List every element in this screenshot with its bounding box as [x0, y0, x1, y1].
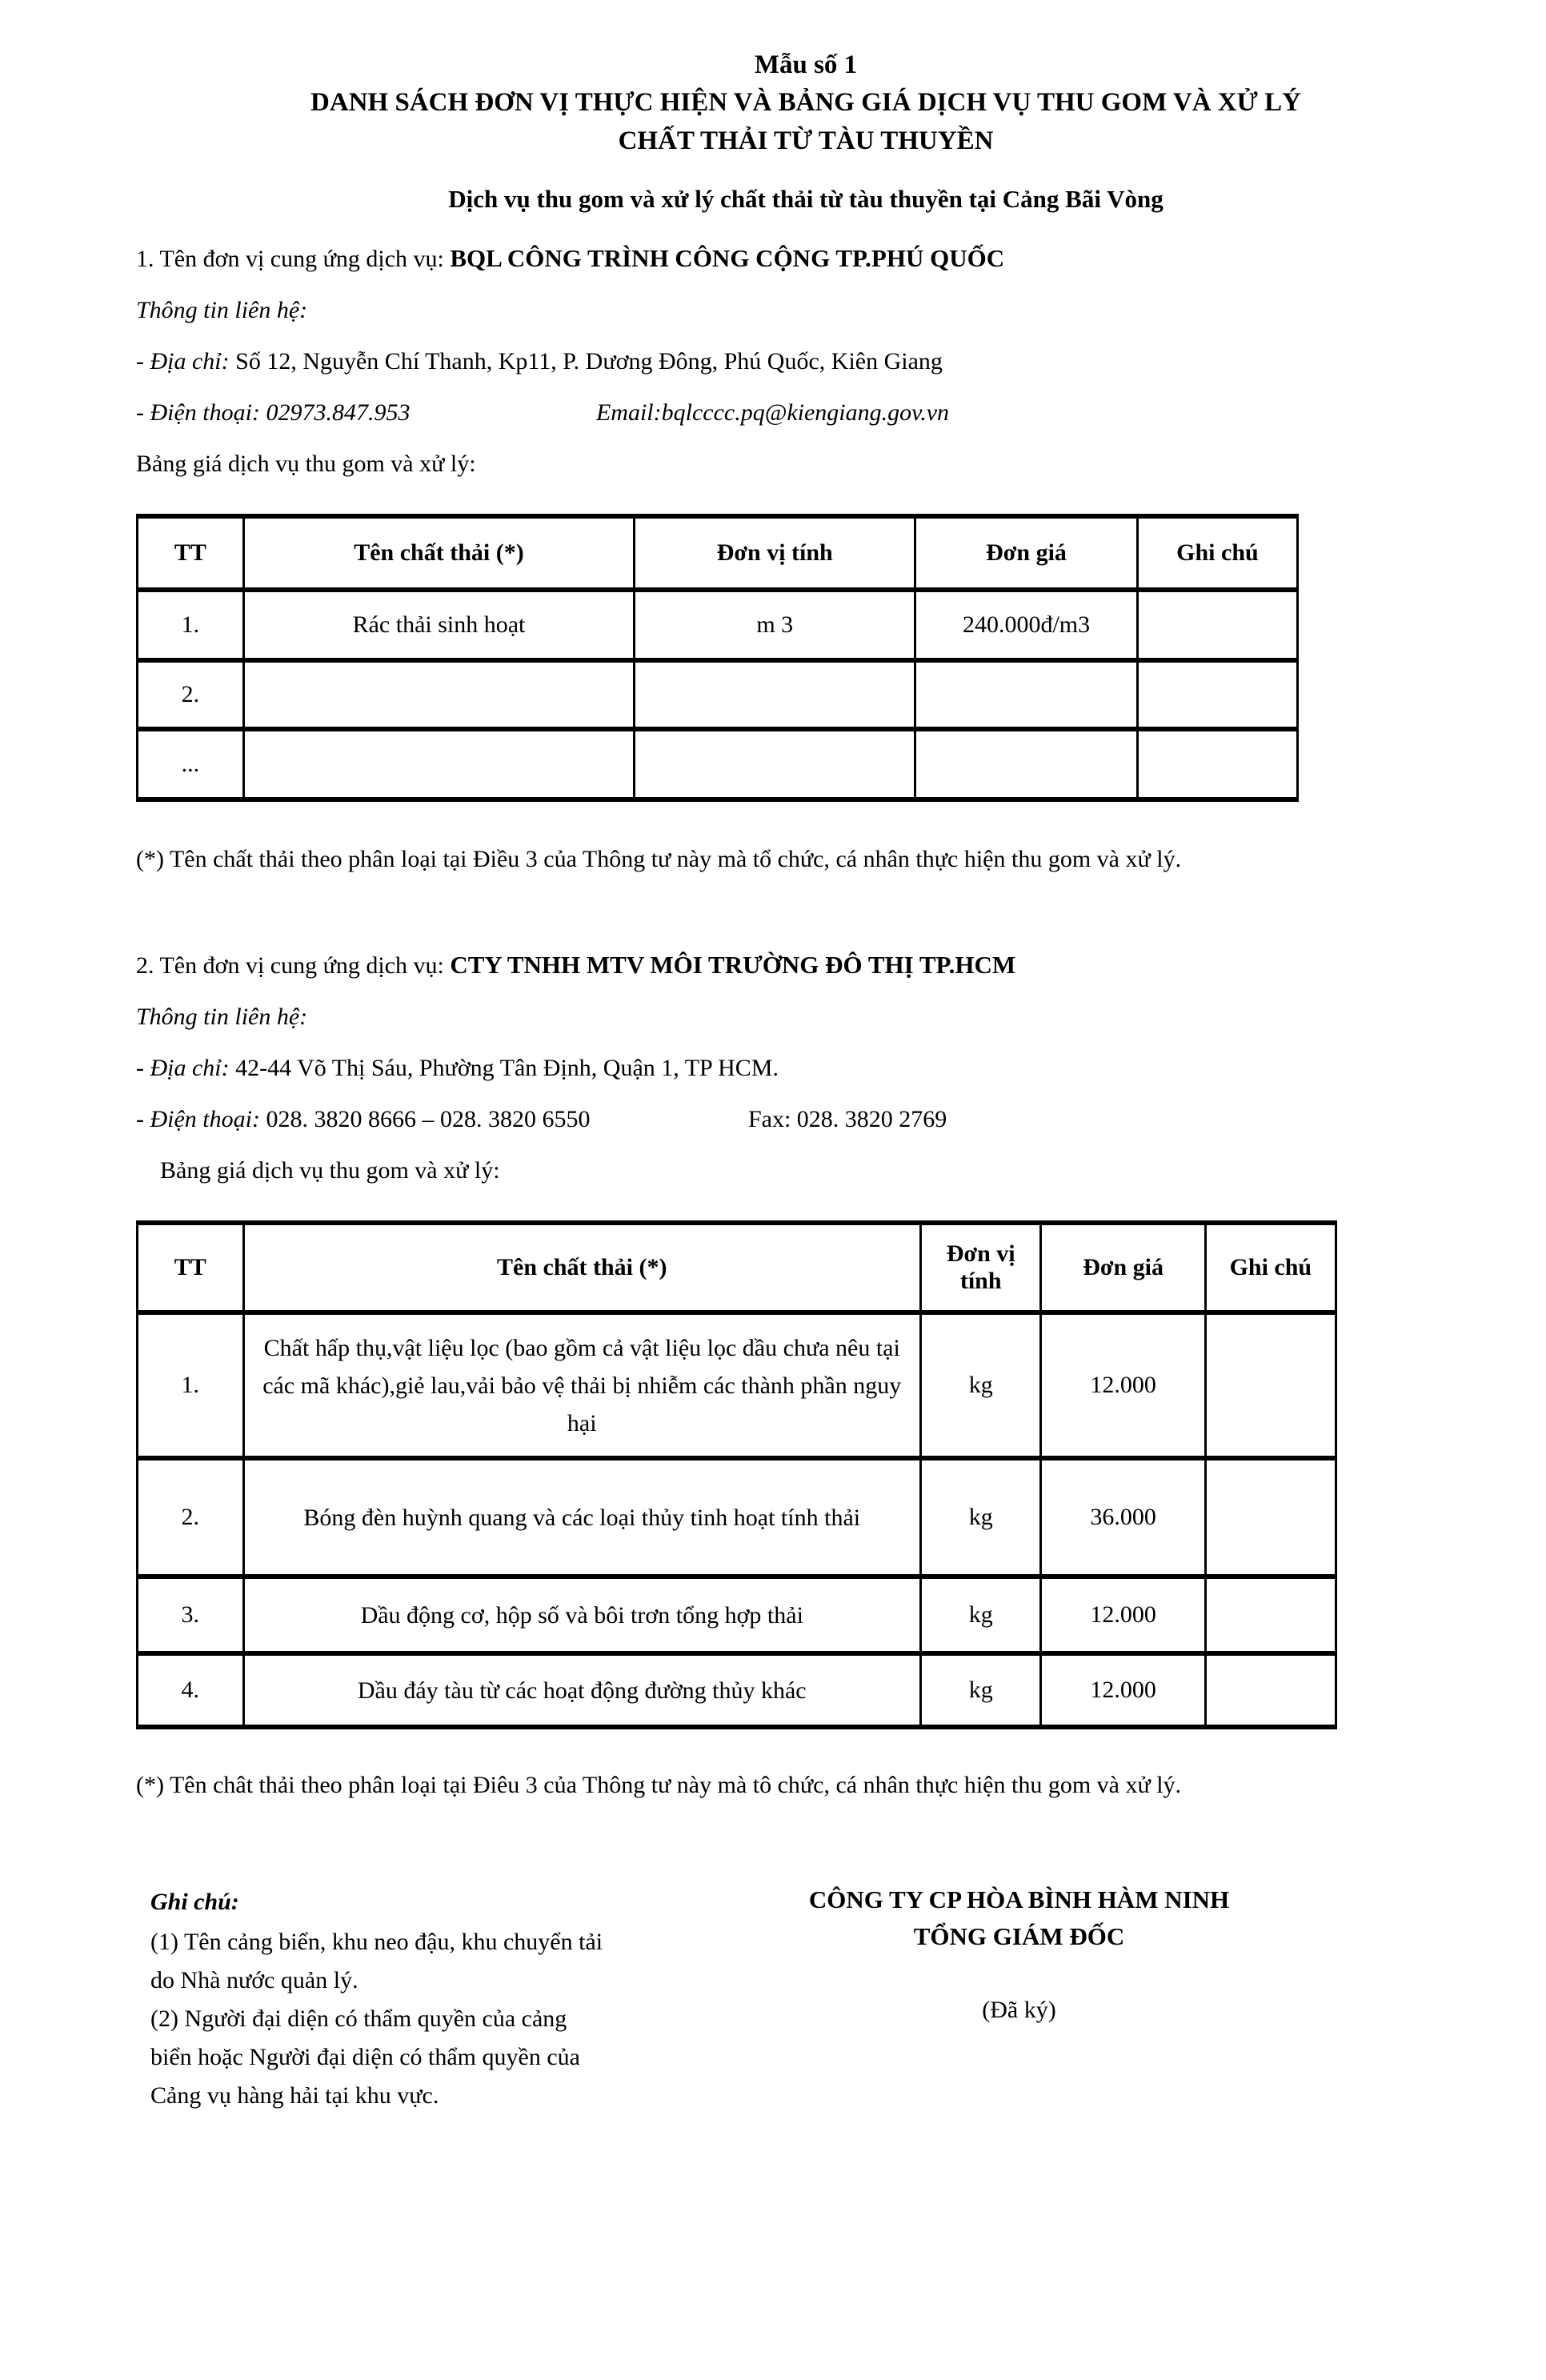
provider-1-address-label: - Địa chỉ:: [136, 348, 230, 375]
signature-company: CÔNG TY CP HÒA BÌNH HÀM NINH: [808, 1885, 1230, 1913]
document-subtitle: Dịch vụ thu gom và xử lý chất thải từ tàu thuyền tại Cảng Bãi Vòng: [448, 185, 1164, 213]
column-header-note: Ghi chú: [1137, 516, 1297, 590]
table-cell: [1137, 660, 1297, 729]
table-cell: Dầu động cơ, hộp số và bôi trơn tổng hợp thải: [243, 1577, 920, 1653]
provider-1-footnote: (*) Tên chất thải theo phân loại tại Điều 3 của Thông tư này mà tổ chức, cá nhân thực hiện thu gom và xử lý.: [136, 846, 1182, 872]
table-cell: [635, 660, 915, 729]
table-cell: kg: [920, 1312, 1041, 1458]
table-cell: 3.: [138, 1577, 244, 1653]
provider-2-address-line: [136, 1043, 1476, 1094]
table-row: [138, 1312, 1336, 1458]
table-cell: Rác thải sinh hoạt: [243, 590, 635, 660]
provider-1-phone-line: [136, 387, 1476, 439]
table-cell: m 3: [635, 590, 915, 660]
provider-1-name: BQL CÔNG TRÌNH CÔNG CỘNG TP.PHÚ QUỐC: [450, 244, 1005, 272]
document-title-line1: DANH SÁCH ĐƠN VỊ THỰC HIỆN VÀ BẢNG GIÁ DỊCH VỤ THU GOM VÀ XỬ LÝ: [310, 88, 1301, 117]
table-cell: [1205, 1653, 1336, 1727]
column-header-price: Đơn giá: [1041, 1223, 1205, 1312]
provider-1-phone-label: - Điện thoại:: [136, 399, 260, 426]
provider-2-fax: Fax: 028. 3820 2769: [747, 1106, 947, 1132]
table-cell: [1205, 1577, 1336, 1653]
table-cell: kg: [920, 1653, 1041, 1727]
provider-1-email: Email:bqlcccc.pq@kiengiang.gov.vn: [595, 399, 950, 426]
table-cell: Dầu đáy tàu từ các hoạt động đường thủy khác: [243, 1653, 920, 1727]
provider-1-section: [136, 233, 1476, 883]
table-row: [138, 729, 1298, 799]
signature-column: [611, 1881, 1476, 2115]
table-row: [138, 1577, 1336, 1653]
footer-section: [136, 1881, 1476, 2115]
table-cell: [1205, 1458, 1336, 1577]
provider-2-phone-line: [136, 1094, 1476, 1145]
table-cell: [1137, 590, 1297, 660]
provider-1-label-line: [136, 233, 1476, 285]
provider-2-label: 2. Tên đơn vị cung ứng dịch vụ:: [136, 952, 444, 979]
provider-1-contact-heading: Thông tin liên hệ:: [136, 297, 308, 323]
column-header-waste-name: Tên chất thải (*): [243, 516, 635, 590]
table-cell: 2.: [138, 1458, 244, 1577]
column-header-note: Ghi chú: [1205, 1223, 1336, 1312]
provider-2-label-line: [136, 940, 1476, 992]
column-header-waste-name: Tên chất thải (*): [243, 1223, 920, 1312]
form-number: Mẫu số 1: [754, 50, 858, 79]
table-cell: 2.: [138, 660, 244, 729]
provider-1-phone: 02973.847.953: [266, 399, 411, 426]
table-cell: Bóng đèn huỳnh quang và các loại thủy tinh hoạt tính thải: [243, 1458, 920, 1577]
table-cell: 240.000đ/m3: [915, 590, 1138, 660]
provider-2-phone-label: - Điện thoại:: [136, 1106, 260, 1132]
table-cell: 36.000: [1041, 1458, 1205, 1577]
signature-signed: (Đã ký): [982, 1997, 1056, 2023]
column-header-price: Đơn giá: [915, 516, 1138, 590]
table-cell: [1137, 729, 1297, 799]
note-1: (1) Tên cảng biển, khu neo đậu, khu chuyển tải do Nhà nước quản lý.: [150, 1929, 603, 1993]
table-cell: [1205, 1312, 1336, 1458]
provider-2-phone: 028. 3820 8666 – 028. 3820 6550: [266, 1106, 591, 1132]
provider-2-section: [136, 940, 1476, 1809]
table-cell: ...: [138, 729, 244, 799]
table-cell: [243, 660, 635, 729]
table-row: [138, 590, 1298, 660]
table-row: [138, 1458, 1336, 1577]
provider-1-address-line: [136, 336, 1476, 387]
table-cell: [915, 660, 1138, 729]
price-table-1: [136, 514, 1299, 802]
document-title-line2: CHẤT THẢI TỪ TÀU THUYỀN: [618, 126, 994, 155]
provider-2-contact-heading: Thông tin liên hệ:: [136, 1004, 308, 1030]
column-header-tt: TT: [138, 516, 244, 590]
table-row: [138, 660, 1298, 729]
provider-1-address: Số 12, Nguyễn Chí Thanh, Kp11, P. Dương Đông, Phú Quốc, Kiên Giang: [235, 348, 943, 375]
provider-2-price-heading: Bảng giá dịch vụ thu gom và xử lý:: [160, 1157, 500, 1184]
provider-2-address-label: - Địa chỉ:: [136, 1055, 230, 1081]
table-cell: 1.: [138, 1312, 244, 1458]
signature-title: TỔNG GIÁM ĐỐC: [913, 1922, 1125, 1950]
column-header-unit: Đơn vị tính: [635, 516, 915, 590]
table-cell: 1.: [138, 590, 244, 660]
table-cell: 12.000: [1041, 1312, 1205, 1458]
table-1-header-row: [138, 516, 1298, 590]
provider-2-footnote: (*) Tên chât thải theo phân loại tại Điêu 3 của Thông tư này mà tô chức, cá nhân thực hiện thu gom và xử lý.: [136, 1772, 1182, 1798]
provider-2-address: 42-44 Võ Thị Sáu, Phường Tân Định, Quận 1, TP HCM.: [235, 1055, 779, 1081]
table-cell: [635, 729, 915, 799]
table-2-header-row: [138, 1223, 1336, 1312]
column-header-tt: TT: [138, 1223, 244, 1312]
table-cell: kg: [920, 1577, 1041, 1653]
notes-column: [150, 1881, 611, 2115]
column-header-unit: Đơn vị tính: [920, 1223, 1041, 1312]
table-cell: [243, 729, 635, 799]
table-cell: 12.000: [1041, 1577, 1205, 1653]
provider-1-label: 1. Tên đơn vị cung ứng dịch vụ:: [136, 246, 444, 272]
price-table-2: [136, 1220, 1337, 1729]
table-cell: 4.: [138, 1653, 244, 1727]
provider-1-price-heading: Bảng giá dịch vụ thu gom và xử lý:: [136, 451, 476, 477]
table-cell: [915, 729, 1138, 799]
table-cell: 12.000: [1041, 1653, 1205, 1727]
table-row: [138, 1653, 1336, 1727]
table-cell: Chất hấp thụ,vật liệu lọc (bao gồm cả vật liệu lọc dầu chưa nêu tại các mã khác),giẻ lau,vải bảo vệ thải bị nhiễm các thành phần nguy hại: [243, 1312, 920, 1458]
table-cell: kg: [920, 1458, 1041, 1577]
notes-heading: Ghi chú:: [150, 1889, 239, 1915]
provider-2-name: CTY TNHH MTV MÔI TRƯỜNG ĐÔ THỊ TP.HCM: [450, 951, 1016, 979]
note-2: (2) Người đại diện có thẩm quyền của cảng biển hoặc Người đại diện có thẩm quyền của Cảng vụ hàng hải tại khu vực.: [150, 2005, 580, 2109]
